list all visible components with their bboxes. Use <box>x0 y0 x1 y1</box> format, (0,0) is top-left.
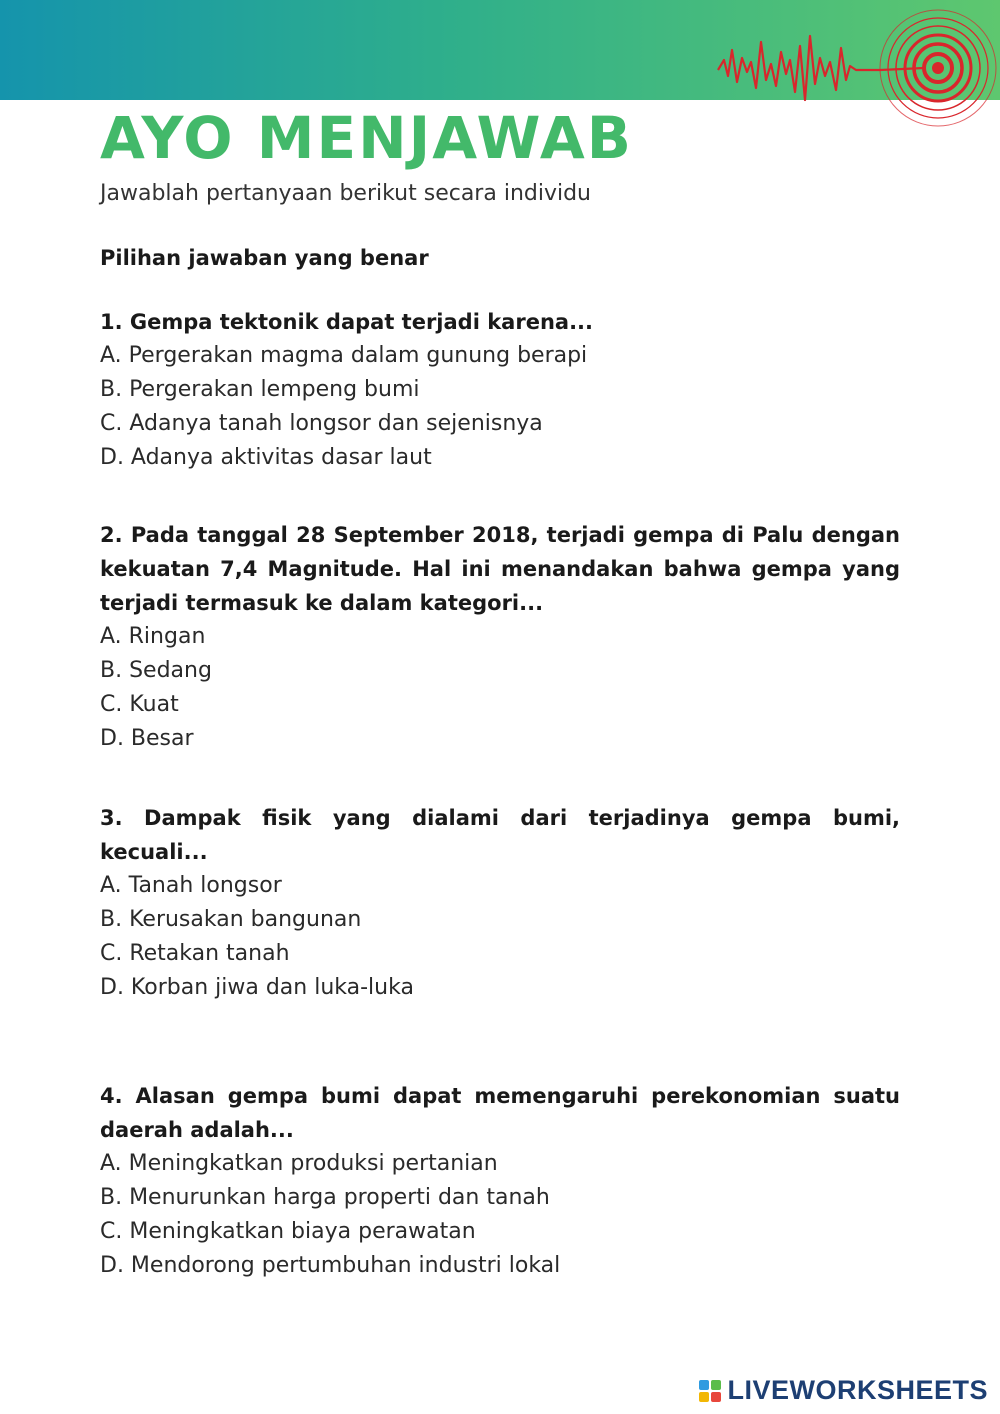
option-d[interactable]: D. Mendorong pertumbuhan industri lokal <box>100 1253 561 1278</box>
option-a[interactable]: A. Ringan <box>100 624 206 649</box>
logo-text: LIVEWORKSHEETS <box>727 1375 988 1405</box>
option-c[interactable]: C. Adanya tanah longsor dan sejenisnya <box>100 411 543 436</box>
option-c[interactable]: C. Meningkatkan biaya perawatan <box>100 1219 476 1244</box>
option-a[interactable]: A. Tanah longsor <box>100 873 282 898</box>
page-title: AYO MENJAWAB <box>100 104 633 172</box>
question-text: 4. Alasan gempa bumi dapat memengaruhi perekonomian suatu daerah adalah... <box>100 1084 900 1142</box>
question-1 <box>100 305 900 475</box>
liveworksheets-logo <box>699 1375 988 1406</box>
question-text: 1. Gempa tektonik dapat terjadi karena... <box>100 310 594 334</box>
question-2 <box>100 518 900 756</box>
option-b[interactable]: B. Kerusakan bangunan <box>100 907 362 932</box>
option-c[interactable]: C. Kuat <box>100 692 179 717</box>
option-a[interactable]: A. Meningkatkan produksi pertanian <box>100 1151 498 1176</box>
option-list <box>100 869 900 1005</box>
seismograph-target-icon <box>710 0 1000 130</box>
option-list <box>100 339 900 475</box>
instruction-text: Pilihan jawaban yang benar <box>100 246 429 270</box>
option-b[interactable]: B. Pergerakan lempeng bumi <box>100 377 420 402</box>
option-d[interactable]: D. Korban jiwa dan luka-luka <box>100 975 414 1000</box>
question-3 <box>100 801 900 1005</box>
option-d[interactable]: D. Adanya aktivitas dasar laut <box>100 445 432 470</box>
option-list <box>100 1147 900 1283</box>
logo-grid-icon <box>699 1380 721 1402</box>
option-list <box>100 620 900 756</box>
page-subtitle: Jawablah pertanyaan berikut secara individu <box>100 181 592 206</box>
option-c[interactable]: C. Retakan tanah <box>100 941 290 966</box>
question-text: 3. Dampak fisik yang dialami dari terjadinya gempa bumi, kecuali... <box>100 806 900 864</box>
question-text: 2. Pada tanggal 28 September 2018, terjadi gempa di Palu dengan kekuatan 7,4 Magnitude. Hal ini menandakan bahwa gempa yang terjadi termasuk ke dalam kategori... <box>100 523 900 615</box>
option-a[interactable]: A. Pergerakan magma dalam gunung berapi <box>100 343 588 368</box>
question-4 <box>100 1079 900 1283</box>
option-b[interactable]: B. Sedang <box>100 658 212 683</box>
option-b[interactable]: B. Menurunkan harga properti dan tanah <box>100 1185 550 1210</box>
option-d[interactable]: D. Besar <box>100 726 194 751</box>
